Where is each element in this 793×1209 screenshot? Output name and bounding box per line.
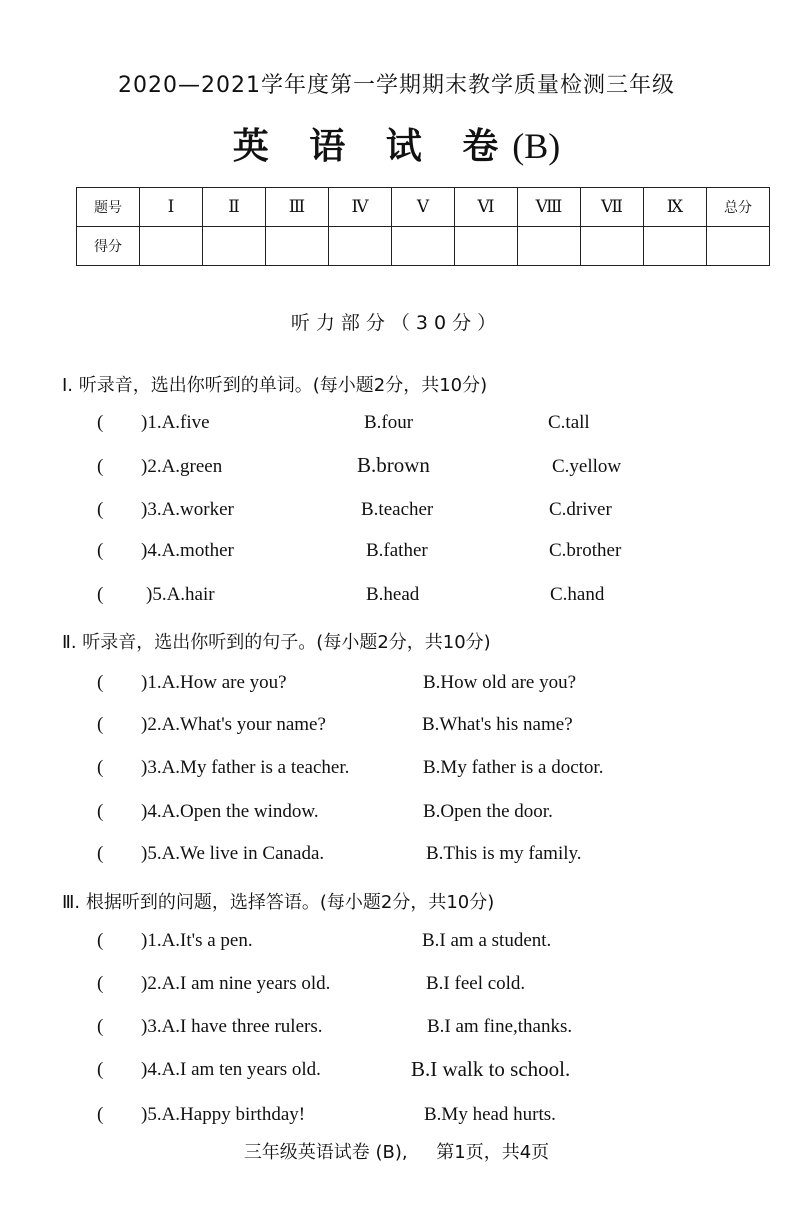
option-b: B.four [364,412,414,433]
option-a: )5.A.Happy birthday! [141,1104,306,1125]
option-a: )5.A.hair [146,584,215,605]
score-table-total-label: 总分 [707,188,770,227]
option-b: B.father [366,540,428,561]
question-row [0,1104,793,1134]
score-cell[interactable] [518,227,581,266]
option-b: B.I am a student. [422,930,552,951]
question-row [0,1059,793,1089]
option-b: B.I am fine,thanks. [427,1016,573,1037]
option-a: )2.A.What's your name? [141,714,326,735]
score-cell[interactable] [329,227,392,266]
option-c: C.yellow [552,456,622,477]
score-table-row1-label: 题号 [77,188,140,227]
option-b: B.How old are you? [423,672,577,693]
option-a: )4.A.Open the window. [141,801,319,822]
question-row [0,499,793,529]
answer-paren[interactable]: ( [97,1016,104,1037]
score-cell[interactable] [581,227,644,266]
score-cell-total[interactable] [707,227,770,266]
option-a: )3.A.worker [141,499,234,520]
score-table-col-3: Ⅲ [266,188,329,227]
option-a: )4.A.I am ten years old. [141,1059,321,1080]
option-a: )4.A.mother [141,540,234,561]
score-cell[interactable] [140,227,203,266]
answer-paren[interactable]: ( [97,540,104,561]
option-b: B.My head hurts. [424,1104,556,1125]
answer-paren[interactable]: ( [97,1104,104,1125]
answer-paren[interactable]: ( [97,973,104,994]
score-cell[interactable] [392,227,455,266]
option-c: C.driver [549,499,612,520]
answer-paren[interactable]: ( [97,584,104,605]
answer-paren[interactable]: ( [97,843,104,864]
option-a: )1.A.It's a pen. [141,930,253,951]
answer-paren[interactable]: ( [97,456,104,477]
answer-paren[interactable]: ( [97,412,104,433]
option-a: )1.A.How are you? [141,672,287,693]
option-b: B.I feel cold. [426,973,526,994]
answer-paren[interactable]: ( [97,499,104,520]
page-footer: 三年级英语试卷 (B), 第1页，共4页 [243,1142,550,1163]
option-a: )3.A.I have three rulers. [141,1016,323,1037]
section-2-heading: Ⅱ. 听录音，选出你听到的句子。(每小题2分，共10分) [62,632,491,653]
score-table-col-1: Ⅰ [140,188,203,227]
score-table-col-9: Ⅸ [644,188,707,227]
option-a: )2.A.I am nine years old. [141,973,331,994]
section-1-heading: I. 听录音，选出你听到的单词。(每小题2分，共10分) [62,375,488,396]
option-a: )5.A.We live in Canada. [141,843,325,864]
score-table-col-4: Ⅳ [329,188,392,227]
question-row [0,714,793,744]
exam-title [0,118,793,169]
score-table-col-7: Ⅷ [518,188,581,227]
question-row [0,843,793,873]
exam-title-suffix: (B) [512,126,561,166]
score-cell[interactable] [266,227,329,266]
question-row [0,801,793,831]
question-row [0,757,793,787]
answer-paren[interactable]: ( [97,930,104,951]
score-table-col-8: Ⅶ [581,188,644,227]
answer-paren[interactable]: ( [97,714,104,735]
question-row [0,973,793,1003]
option-b: B.What's his name? [422,714,573,735]
exam-header: 2020—2021学年度第一学期期末教学质量检测三年级 [118,73,675,98]
answer-paren[interactable]: ( [97,801,104,822]
score-table-col-5: Ⅴ [392,188,455,227]
answer-paren[interactable]: ( [97,757,104,778]
option-b: B.head [366,584,420,605]
question-row [0,453,793,486]
option-b: B.My father is a doctor. [423,757,604,778]
question-row [0,584,793,614]
option-c: C.hand [550,584,605,605]
question-row [0,540,793,570]
exam-title-main: 英 语 试 卷 [232,126,513,167]
score-table-row2-label: 得分 [77,227,140,266]
score-cell[interactable] [203,227,266,266]
option-c: C.brother [549,540,622,561]
score-cell[interactable] [644,227,707,266]
listening-heading: 听力部分（30分） [290,312,503,334]
option-b: B.This is my family. [426,843,582,864]
option-c: C.tall [548,412,590,433]
option-a: )2.A.green [141,456,223,477]
question-row [0,412,793,442]
answer-paren[interactable]: ( [97,1059,104,1080]
option-b: B.brown [357,453,430,477]
option-b: B.I walk to school. [411,1057,571,1081]
score-table [76,187,770,266]
option-a: )1.A.five [141,412,210,433]
question-row [0,672,793,702]
score-cell[interactable] [455,227,518,266]
question-row [0,1016,793,1046]
option-b: B.teacher [361,499,434,520]
score-table-col-6: Ⅵ [455,188,518,227]
option-b: B.Open the door. [423,801,553,822]
answer-paren[interactable]: ( [97,672,104,693]
option-a: )3.A.My father is a teacher. [141,757,350,778]
section-3-heading: Ⅲ. 根据听到的问题，选择答语。(每小题2分，共10分) [62,892,495,913]
question-row [0,930,793,960]
score-table-col-2: Ⅱ [203,188,266,227]
